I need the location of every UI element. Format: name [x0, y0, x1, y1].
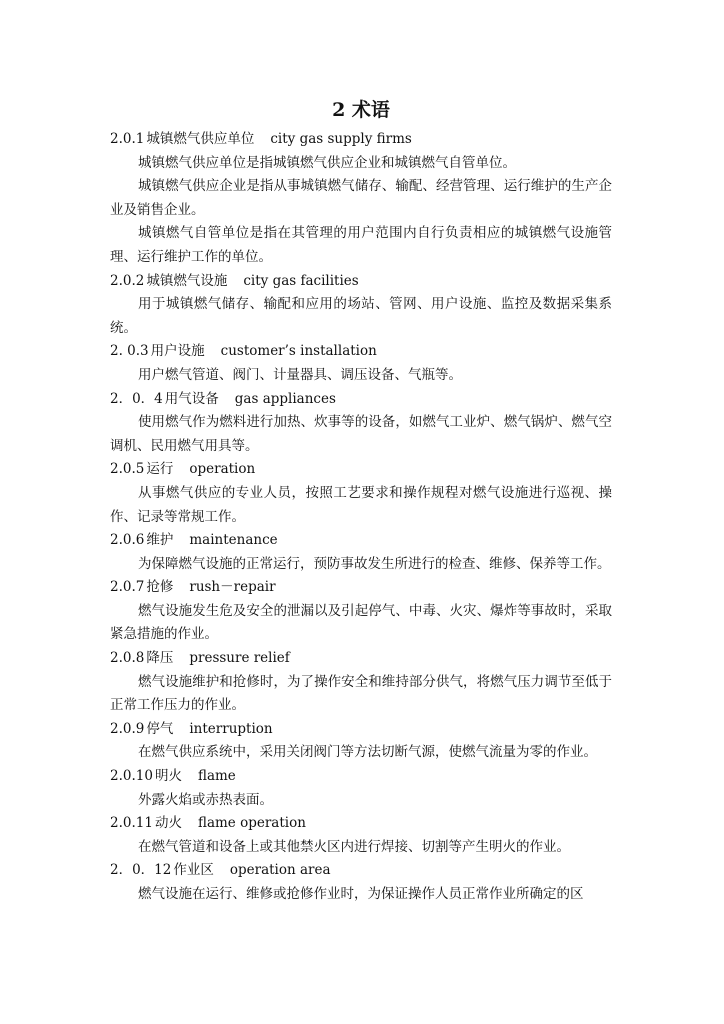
terms-list	[110, 128, 612, 907]
term-name-en: rush－repair	[189, 579, 276, 596]
term-heading	[110, 718, 612, 742]
term-definition: 用于城镇燃气储存、输配和应用的场站、管网、用户设施、监控及数据采集系统。	[110, 296, 612, 336]
term-name-zh: 动火	[154, 815, 182, 832]
term-definition: 为保障燃气设施的正常运行，预防事故发生所进行的检查、维修、保养等工作。	[138, 555, 611, 572]
term-name-en: operation area	[229, 862, 331, 879]
page-title: 2 术语	[332, 99, 390, 121]
term-name-zh: 抢修	[146, 579, 174, 596]
term-number: 2.0.8	[110, 650, 145, 667]
term-definition: 从事燃气供应的专业人员，按照工艺要求和操作规程对燃气设施进行巡视、操作、记录等常规工作。	[110, 484, 612, 525]
term-heading	[110, 647, 612, 671]
term-name-zh: 明火	[154, 768, 182, 785]
term-definition: 城镇燃气自管单位是指在其管理的用户范围内自行负责相应的城镇燃气设施管理、运行维护工作的单位。	[110, 225, 612, 265]
term-name-en: maintenance	[189, 532, 278, 549]
term-number: 2.0.2	[110, 272, 145, 289]
term-definition: 燃气设施发生危及安全的泄漏以及引起停气、中毒、火灾、爆炸等事故时，采取紧急措施的作业。	[110, 602, 612, 643]
term-number: 2．0．12	[110, 862, 172, 879]
term-heading	[110, 765, 612, 789]
term-name-zh: 用气设备	[164, 390, 219, 407]
term-name-zh: 停气	[146, 720, 174, 737]
term-name-zh: 降压	[146, 650, 174, 667]
term-heading	[110, 128, 612, 152]
term-number: 2.0.6	[110, 532, 145, 549]
term-heading	[110, 859, 612, 883]
term-name-zh: 运行	[146, 461, 174, 478]
term-definition: 用户燃气管道、阀门、计量器具、调压设备、气瓶等。	[138, 366, 462, 383]
term-number: 2. 0.3	[110, 343, 149, 360]
term-number: 2.0.10	[110, 768, 153, 785]
term-number: 2.0.9	[110, 720, 145, 737]
term-heading	[110, 270, 612, 294]
term-name-zh: 城镇燃气供应单位	[146, 131, 255, 147]
term-name-en: flame	[197, 768, 236, 785]
term-heading	[110, 576, 612, 600]
term-name-en: pressure relief	[189, 650, 290, 667]
term-number: 2.0.5	[110, 461, 145, 478]
term-number: 2.0.1	[110, 131, 145, 147]
term-definition: 在燃气管道和设备上或其他禁火区内进行焊接、切割等产生明火的作业。	[138, 838, 570, 855]
term-definition: 城镇燃气供应单位是指城镇燃气供应企业和城镇燃气自管单位。	[138, 154, 516, 171]
term-definition: 燃气设施维护和抢修时，为了操作安全和维持部分供气，将燃气压力调节至低于正常工作压力的作业。	[110, 673, 612, 714]
term-definition: 燃气设施在运行、维修或抢修作业时，为保证操作人员正常作业所确定的区	[138, 886, 584, 902]
term-name-zh: 作业区	[173, 862, 214, 879]
term-name-zh: 用户设施	[150, 343, 205, 360]
term-definition: 在燃气供应系统中，采用关闭阀门等方法切断气源，使燃气流量为零的作业。	[138, 744, 597, 761]
term-name-zh: 维护	[146, 532, 174, 549]
term-heading	[110, 812, 612, 836]
term-name-zh: 城镇燃气设施	[146, 272, 228, 289]
term-heading	[110, 388, 612, 412]
term-number: 2.0.7	[110, 579, 145, 596]
term-name-en: customer’s installation	[220, 343, 377, 360]
term-name-en: city gas supply firms	[270, 131, 412, 147]
term-name-en: operation	[189, 461, 256, 478]
term-name-en: city gas facilities	[243, 272, 359, 289]
term-definition: 外露火焰或赤热表面。	[138, 791, 273, 808]
term-number: 2.0.11	[110, 815, 153, 832]
term-name-en: flame operation	[197, 815, 306, 832]
term-definition: 城镇燃气供应企业是指从事城镇燃气储存、输配、经营管理、运行维护的生产企业及销售企业。	[110, 178, 612, 218]
term-name-en: interruption	[189, 720, 273, 737]
term-definition: 使用燃气作为燃料进行加热、炊事等的设备，如燃气工业炉、燃气锅炉、燃气空调机、民用燃气用具等。	[110, 414, 612, 454]
term-heading	[110, 529, 612, 553]
term-heading	[110, 458, 612, 482]
term-number: 2．0．4	[110, 390, 163, 407]
term-name-en: gas appliances	[234, 390, 336, 407]
term-heading	[110, 340, 612, 364]
